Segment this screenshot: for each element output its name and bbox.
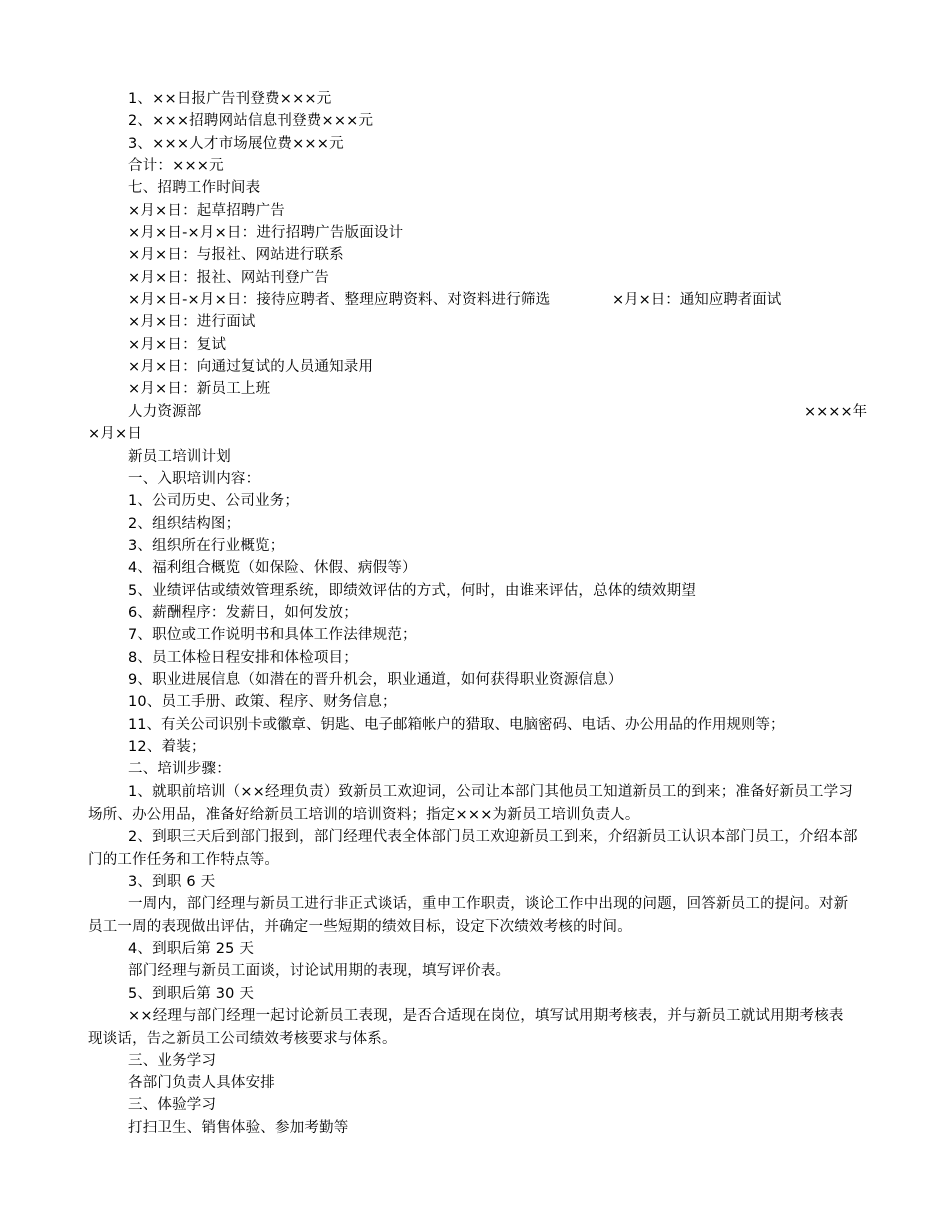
section-text: 各部门负责人具体安排 xyxy=(128,1075,275,1091)
section-heading: 三、体验学习 xyxy=(128,1097,217,1113)
schedule-item: ×月×日-×月×日：进行招聘广告版面设计 xyxy=(128,225,404,241)
budget-item-2: 2、×××招聘网站信息刊登费×××元 xyxy=(128,113,374,129)
step-heading: 5、到职后第 30 天 xyxy=(128,986,255,1002)
schedule-item: ×月×日：起草招聘广告 xyxy=(128,203,285,219)
step-paragraph: ××经理与部门经理一起讨论新员工表现，是否合适现在岗位，填写试用期考核表，并与新员工就试用期考核表现谈话，告之新员工公司绩效考核要求与体系。 xyxy=(88,1008,844,1047)
schedule-item: ×月×日：报社、网站刊登广告 xyxy=(128,270,330,286)
schedule-item: ×月×日：进行面试 xyxy=(128,314,256,330)
step-paragraph: 一周内，部门经理与新员工进行非正式谈话，重申工作职责，谈论工作中出现的问题，回答新员工的提问。对新员工一周的表现做出评估，并确定一些短期的绩效目标，设定下次绩效考核的时间。 xyxy=(88,896,849,935)
list-item: 3、组织所在行业概览； xyxy=(128,538,285,554)
schedule-item: ×月×日：复试 xyxy=(128,337,227,353)
step-paragraph: 1、就职前培训（××经理负责）致新员工欢迎词，公司让本部门其他员工知道新员工的到来；准备好新员工学习场所、办公用品，准备好给新员工培训的培训资料；指定×××为新员工培训负责人。 xyxy=(88,784,854,823)
list-item: 6、薪酬程序：发薪日，如何发放； xyxy=(128,605,358,621)
list-item: 5、业绩评估或绩效管理系统，即绩效评估的方式，何时，由谁来评估，总体的绩效期望 xyxy=(128,583,697,599)
signature-date: ×月×日 xyxy=(88,426,143,442)
signature-year: ××××年 xyxy=(804,404,868,420)
list-item: 12、着装； xyxy=(128,739,206,755)
department-signature: 人力资源部 xyxy=(128,404,202,420)
list-item: 7、职位或工作说明书和具体工作法律规范； xyxy=(128,627,417,643)
list-item: 11、有关公司识别卡或徽章、钥匙、电子邮箱帐户的猎取、电脑密码、电话、办公用品的作用规则等； xyxy=(128,717,785,733)
schedule-item: ×月×日：与报社、网站进行联系 xyxy=(128,247,344,263)
section-heading: 一、入职培训内容： xyxy=(128,471,261,487)
list-item: 10、员工手册、政策、程序、财务信息； xyxy=(128,694,397,710)
schedule-item: ×月×日-×月×日：接待应聘者、整理应聘资料、对资料进行筛选 xyxy=(128,292,551,308)
schedule-item: ×月×日：通知应聘者面试 xyxy=(612,292,782,308)
list-item: 9、职业进展信息（如潜在的晋升机会，职业通道，如何获得职业资源信息） xyxy=(128,672,623,688)
budget-total: 合计：×××元 xyxy=(128,158,224,174)
list-item: 8、员工体检日程安排和体检项目； xyxy=(128,650,358,666)
section-heading-schedule: 七、招聘工作时间表 xyxy=(128,180,261,196)
step-paragraph: 部门经理与新员工面谈，讨论试用期的表现，填写评价表。 xyxy=(128,963,511,979)
section-heading: 二、培训步骤： xyxy=(128,761,231,777)
step-paragraph: 2、到职三天后到部门报到，部门经理代表全体部门员工欢迎新员工到来，介绍新员工认识本部门员工，介绍本部门的工作任务和工作特点等。 xyxy=(88,829,858,868)
section-text: 打扫卫生、销售体验、参加考勤等 xyxy=(128,1120,349,1136)
section-heading: 三、业务学习 xyxy=(128,1053,217,1069)
budget-item-1: 1、××日报广告刊登费×××元 xyxy=(128,91,332,107)
schedule-item: ×月×日：新员工上班 xyxy=(128,381,271,397)
document-title: 新员工培训计划 xyxy=(128,449,231,465)
list-item: 1、公司历史、公司业务； xyxy=(128,493,300,509)
list-item: 2、组织结构图； xyxy=(128,516,241,532)
list-item: 4、福利组合概览（如保险、休假、病假等） xyxy=(128,560,417,576)
budget-item-3: 3、×××人才市场展位费×××元 xyxy=(128,136,344,152)
step-heading: 4、到职后第 25 天 xyxy=(128,941,255,957)
step-heading: 3、到职 6 天 xyxy=(128,874,216,890)
schedule-item: ×月×日：向通过复试的人员通知录用 xyxy=(128,359,374,375)
